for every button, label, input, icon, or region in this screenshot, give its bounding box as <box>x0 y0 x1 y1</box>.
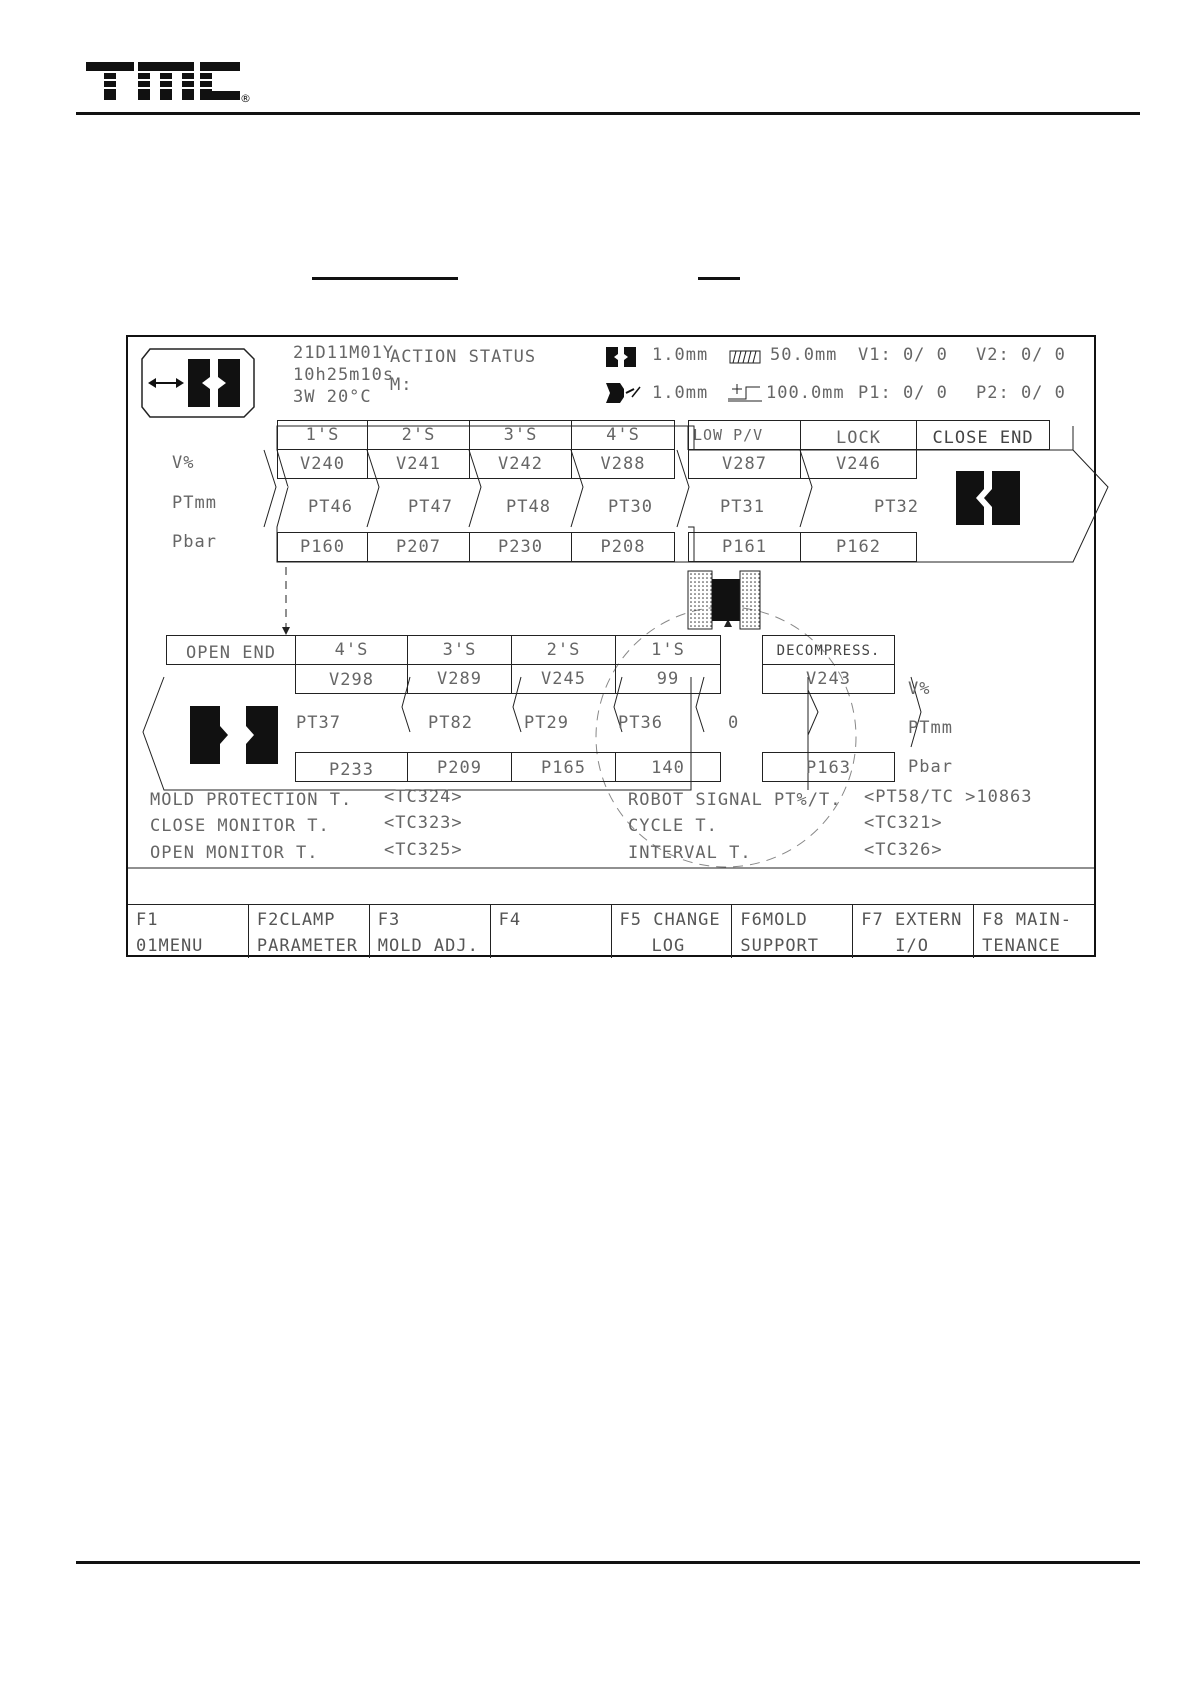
cycle-time-label: CYCLE T. <box>628 816 718 836</box>
underline-right <box>698 277 740 280</box>
core-position: 100.0mm <box>766 383 845 403</box>
f1-menu-key[interactable] <box>128 905 249 958</box>
mold-protection-value[interactable]: <TC324> <box>384 787 463 807</box>
open-pt-3[interactable]: PT82 <box>428 713 473 733</box>
mold-closed-icon <box>954 469 1022 527</box>
open-pt-4[interactable]: PT37 <box>296 713 341 733</box>
f7-extern-io-key[interactable] <box>853 905 974 958</box>
close-pt-1[interactable]: PT46 <box>308 497 353 517</box>
open-monitor-label: OPEN MONITOR T. <box>150 843 319 863</box>
p1-value: P1: 0/ 0 <box>858 383 948 403</box>
close-v-2[interactable]: V241 <box>367 449 470 479</box>
decompress-mold-icon <box>686 569 762 631</box>
footer-rule <box>76 1561 1140 1564</box>
close-pt-2[interactable]: PT47 <box>408 497 453 517</box>
f6-mold-support-key[interactable] <box>732 905 853 958</box>
low-pv-header: LOW P/V <box>688 420 801 450</box>
f7-key-caption: I/O <box>895 936 929 956</box>
header-rule <box>76 112 1140 115</box>
f5-change-log-key[interactable] <box>612 905 733 958</box>
close-v-1[interactable]: V240 <box>277 449 368 479</box>
f3-key-caption: MOLD ADJ. <box>377 936 479 956</box>
close-stage-1s: 1'S <box>277 420 368 450</box>
tmc-logo <box>86 58 251 106</box>
pt-mm-label: PTmm <box>172 493 217 513</box>
f3-key-label: F3 <box>377 910 401 930</box>
open-p-bar-label: Pbar <box>908 757 953 777</box>
open-pt-mm-label: PTmm <box>908 718 953 738</box>
open-p-2[interactable]: P165 <box>511 752 616 782</box>
f2-key-caption: PARAMETER <box>256 936 358 956</box>
close-pt-4[interactable]: PT30 <box>608 497 653 517</box>
f2-clamp-parameter-key[interactable] <box>249 905 370 958</box>
m-label: M: <box>390 375 413 395</box>
interval-time-label: INTERVAL T. <box>628 843 752 863</box>
open-stage-1s: 1'S <box>615 635 721 665</box>
date-label: 21D11M01Y <box>293 343 395 363</box>
decompress-pt[interactable]: 0 <box>728 713 740 733</box>
open-stage-2s: 2'S <box>511 635 616 665</box>
open-end-header: OPEN END <box>166 635 296 665</box>
f4-key-label: F4 <box>498 910 522 930</box>
robot-signal-value[interactable]: <PT58/TC >10863 <box>864 787 1033 807</box>
close-monitor-value[interactable]: <TC323> <box>384 813 463 833</box>
underline-left <box>312 277 458 280</box>
open-stage-3s: 3'S <box>407 635 512 665</box>
close-stage-3s: 3'S <box>469 420 572 450</box>
close-p-2[interactable]: P207 <box>367 532 470 562</box>
close-v-low[interactable]: V287 <box>688 449 801 479</box>
close-p-1[interactable]: P160 <box>277 532 368 562</box>
close-p-lock[interactable]: P162 <box>800 532 917 562</box>
close-v-4[interactable]: V288 <box>571 449 675 479</box>
f5-key-caption: LOG <box>651 936 686 956</box>
interval-time-value[interactable]: <TC326> <box>864 840 943 860</box>
function-key-bar <box>128 904 1094 958</box>
f2-key-label: F2CLAMP <box>256 910 336 930</box>
open-pt-2[interactable]: PT29 <box>524 713 569 733</box>
open-v-2[interactable]: V245 <box>511 664 616 694</box>
open-p-1[interactable]: 140 <box>615 752 721 782</box>
open-stage-4s: 4'S <box>295 635 408 665</box>
screw-position: 50.0mm <box>770 345 838 365</box>
close-end-header: CLOSE END <box>916 420 1050 450</box>
mold-icon <box>604 345 640 369</box>
close-p-low[interactable]: P161 <box>688 532 801 562</box>
decompress-p[interactable]: P163 <box>762 752 895 782</box>
close-v-3[interactable]: V242 <box>469 449 572 479</box>
time-label: 10h25m10s <box>293 365 395 385</box>
f4-key[interactable] <box>491 905 612 958</box>
core-icon <box>726 381 764 403</box>
v1-value: V1: 0/ 0 <box>858 345 948 365</box>
ejector-position: 1.0mm <box>652 383 709 403</box>
f8-key-label: F8 MAIN- <box>982 910 1073 930</box>
close-p-3[interactable]: P230 <box>469 532 572 562</box>
decompress-v[interactable]: V243 <box>762 664 895 694</box>
open-v-1[interactable]: 99 <box>615 664 721 694</box>
close-pt-3[interactable]: PT48 <box>506 497 551 517</box>
close-monitor-label: CLOSE MONITOR T. <box>150 816 330 836</box>
temp-label: 3W 20°C <box>293 387 372 407</box>
f1-key-label: F1 <box>136 910 159 930</box>
close-pt-lock[interactable]: PT32 <box>874 497 919 517</box>
robot-signal-label: ROBOT SIGNAL PT%/T. <box>628 790 842 810</box>
f3-mold-adj-key[interactable] <box>370 905 491 958</box>
p2-value: P2: 0/ 0 <box>976 383 1066 403</box>
open-p-3[interactable]: P209 <box>407 752 512 782</box>
close-p-4[interactable]: P208 <box>571 532 675 562</box>
close-stage-4s: 4'S <box>571 420 675 450</box>
open-v-percent-label: V% <box>908 679 931 699</box>
f8-maintenance-key[interactable] <box>974 905 1094 958</box>
mold-open-icon <box>186 702 282 768</box>
f6-key-caption: SUPPORT <box>740 936 820 956</box>
screw-icon <box>728 347 762 367</box>
action-status-label: ACTION STATUS <box>390 347 537 367</box>
v-percent-label: V% <box>172 453 195 473</box>
lock-header: LOCK <box>800 420 917 450</box>
decompress-header: DECOMPRESS. <box>762 635 895 665</box>
open-pt-1[interactable]: PT36 <box>618 713 663 733</box>
f8-key-caption: TENANCE <box>982 936 1061 956</box>
open-v-4[interactable]: V298 <box>295 664 408 694</box>
open-v-3[interactable]: V289 <box>407 664 512 694</box>
registered-mark: ® <box>240 92 251 105</box>
f5-key-label: F5 CHANGE <box>619 910 721 930</box>
mold-position: 1.0mm <box>652 345 709 365</box>
close-v-lock[interactable]: V246 <box>800 449 917 479</box>
cycle-time-value[interactable]: <TC321> <box>864 813 943 833</box>
p-bar-label: Pbar <box>172 532 217 552</box>
f7-key-label: F7 EXTERN <box>861 910 963 930</box>
open-monitor-value[interactable]: <TC325> <box>384 840 463 860</box>
close-stage-2s: 2'S <box>367 420 470 450</box>
f1-key-caption: 01MENU <box>136 936 204 956</box>
close-pt-low[interactable]: PT31 <box>720 497 765 517</box>
v2-value: V2: 0/ 0 <box>976 345 1066 365</box>
f6-key-label: F6MOLD <box>740 910 808 930</box>
clamp-mode-icon <box>140 347 256 419</box>
ejector-icon <box>602 379 642 407</box>
mold-protection-label: MOLD PROTECTION T. <box>150 790 353 810</box>
open-p-4[interactable]: P233 <box>295 752 408 782</box>
clamp-screen <box>126 335 1096 957</box>
